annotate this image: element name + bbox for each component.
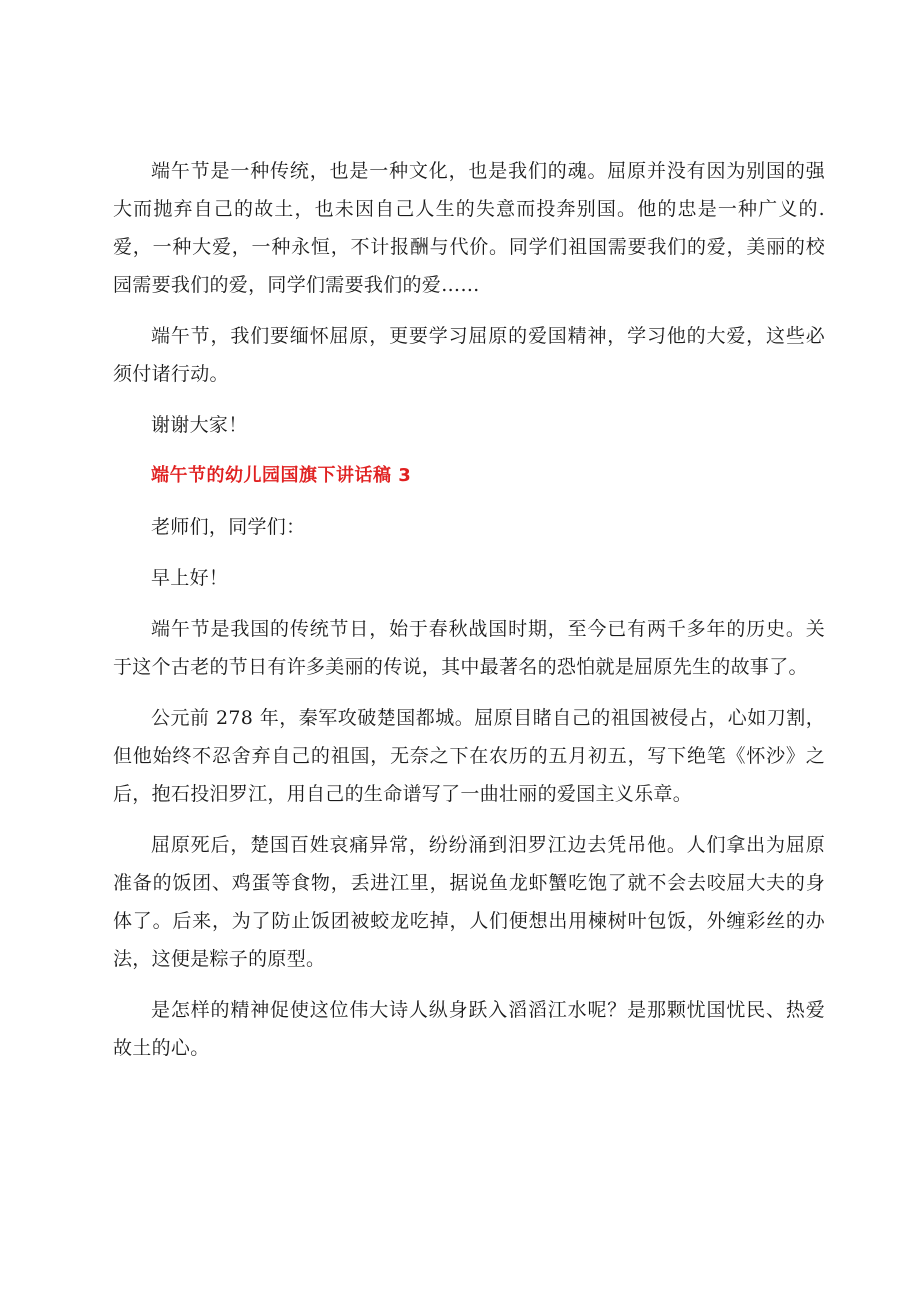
paragraph-good-morning: 早上好！ (151, 567, 229, 589)
paragraph-festival-history: 端午节是我国的传统节日，始于春秋战国时期，至今已有两千多年的历史。关于这个古老的节日有许多美丽的传说，其中最著名的恐怕就是屈原先生的故事了。 (113, 618, 825, 678)
paragraph-commemorate-quyuan: 端午节，我们要缅怀屈原，更要学习屈原的爱国精神，学习他的大爱，这些必须付诸行动。 (113, 325, 825, 385)
document-body (113, 152, 825, 1080)
paragraph-zongzi-origin: 屈原死后，楚国百姓哀痛异常，纷纷涌到汨罗江边去凭吊他。人们拿出为屈原准备的饭团、鸡蛋等食物，丢进江里，据说鱼龙虾蟹吃饱了就不会去咬屈大夫的身体了。后来，为了防止饭团被蛟龙吃掉，人们便想出用楝树叶包饭，外缠彩丝的办法，这便是粽子的原型。 (113, 834, 825, 970)
paragraph-culture-soul: 端午节是一种传统，也是一种文化，也是我们的魂。屈原并没有因为别国的强大而抛弃自己的故土，也未因自己人生的失意而投奔别国。他的忠是一种广义的.爱，一种大爱，一种永恒，不计报酬与代价。同学们祖国需要我们的爱，美丽的校园需要我们的爱，同学们需要我们的爱…… (113, 160, 825, 296)
section-heading: 端午节的幼儿园国旗下讲话稿 3 (151, 465, 412, 486)
paragraph-thanks: 谢谢大家！ (151, 414, 248, 436)
paragraph-patriotic-spirit: 是怎样的精神促使这位伟大诗人纵身跃入滔滔江水呢？是那颗忧国忧民、热爱故土的心。 (113, 999, 825, 1059)
paragraph-278bc-story: 公元前 278 年，秦军攻破楚国都城。屈原目睹自己的祖国被侵占，心如刀割，但他始终不忍舍弃自己的祖国，无奈之下在农历的五月初五，写下绝笔《怀沙》之后，抱石投汨罗江，用自己的生命谱写了一曲壮丽的爱国主义乐章。 (113, 707, 825, 805)
paragraph-greeting-audience: 老师们，同学们： (151, 516, 306, 538)
